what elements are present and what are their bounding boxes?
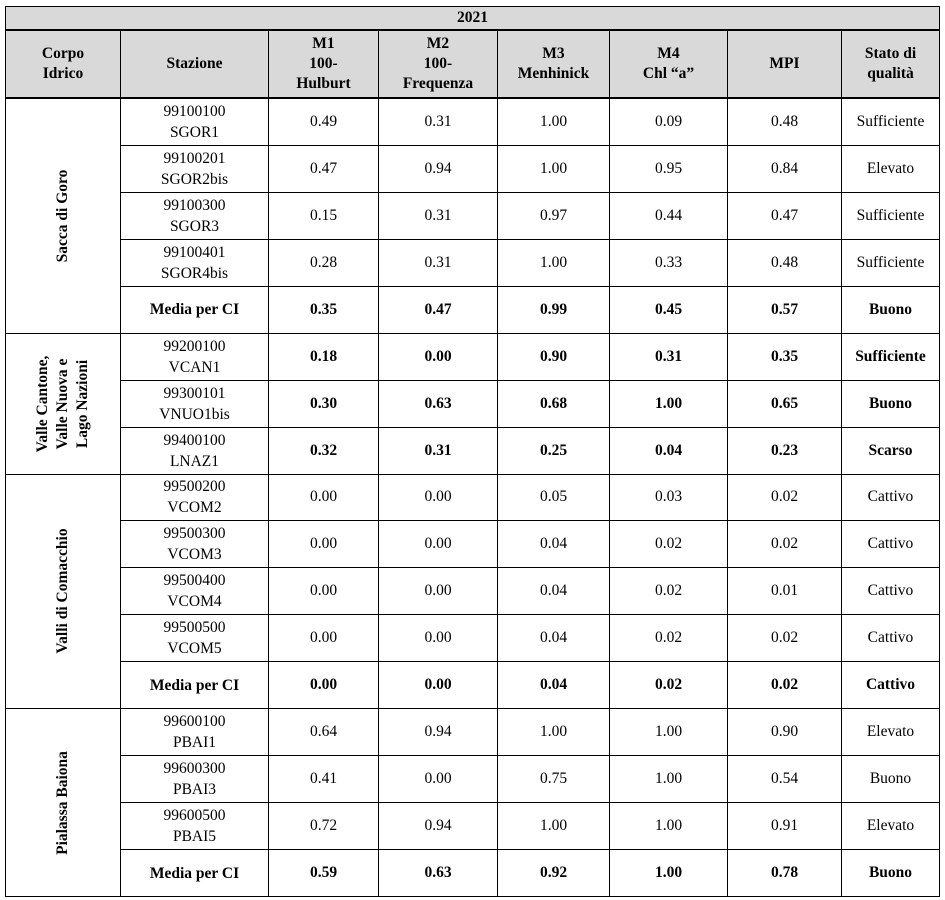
station-cell: 99600100 PBAI1: [121, 709, 269, 756]
quality-status: Cattivo: [842, 662, 940, 709]
m3-value: 0.25: [498, 427, 610, 474]
station-cell: 99300101 VNUO1bis: [121, 380, 269, 427]
m3-value: 0.04: [498, 568, 610, 615]
station-cell: 99100201 SGOR2bis: [121, 145, 269, 192]
station-cell: 99600300 PBAI3: [121, 756, 269, 803]
table-row: [6, 709, 940, 756]
media-label: Media per CI: [121, 850, 269, 897]
m3-value: 0.92: [498, 850, 610, 897]
table-row: [6, 333, 940, 380]
mpi-value: 0.54: [728, 756, 842, 803]
m4-value: 0.02: [610, 521, 728, 568]
m4-value: 0.45: [610, 286, 728, 333]
m1-value: 0.47: [269, 145, 379, 192]
m1-value: 0.00: [269, 615, 379, 662]
header-m2: M2 100- Frequenza: [379, 30, 498, 98]
m1-value: 0.30: [269, 380, 379, 427]
m4-value: 0.09: [610, 98, 728, 145]
m2-value: 0.63: [379, 380, 498, 427]
quality-status: Cattivo: [842, 521, 940, 568]
m4-value: 0.33: [610, 239, 728, 286]
m1-value: 0.49: [269, 98, 379, 145]
m2-value: 0.31: [379, 239, 498, 286]
m1-value: 0.59: [269, 850, 379, 897]
water-body-name: Valli di Comacchio: [6, 474, 121, 709]
m3-value: 1.00: [498, 803, 610, 850]
mpi-value: 0.02: [728, 615, 842, 662]
quality-status: Sufficiente: [842, 239, 940, 286]
m4-value: 0.03: [610, 474, 728, 521]
mpi-value: 0.47: [728, 192, 842, 239]
m3-value: 0.68: [498, 380, 610, 427]
quality-status: Buono: [842, 286, 940, 333]
m4-value: 1.00: [610, 850, 728, 897]
m1-value: 0.35: [269, 286, 379, 333]
table-row: [6, 192, 940, 239]
quality-status: Buono: [842, 380, 940, 427]
mpi-value: 0.02: [728, 521, 842, 568]
quality-status: Cattivo: [842, 615, 940, 662]
m2-value: 0.94: [379, 145, 498, 192]
table-row: [6, 239, 940, 286]
m3-value: 0.04: [498, 615, 610, 662]
m2-value: 0.00: [379, 474, 498, 521]
m4-value: 0.02: [610, 568, 728, 615]
station-cell: 99400100 LNAZ1: [121, 427, 269, 474]
mpi-value: 0.57: [728, 286, 842, 333]
quality-status: Elevato: [842, 709, 940, 756]
m4-value: 1.00: [610, 709, 728, 756]
m3-value: 0.04: [498, 662, 610, 709]
station-cell: 99500300 VCOM3: [121, 521, 269, 568]
m3-value: 1.00: [498, 98, 610, 145]
m4-value: 0.02: [610, 662, 728, 709]
station-cell: 99600500 PBAI5: [121, 803, 269, 850]
mpi-value: 0.78: [728, 850, 842, 897]
quality-status: Sufficiente: [842, 333, 940, 380]
m2-value: 0.00: [379, 662, 498, 709]
m4-value: 1.00: [610, 803, 728, 850]
station-cell: 99200100 VCAN1: [121, 333, 269, 380]
mpi-value: 0.90: [728, 709, 842, 756]
table-row: [6, 521, 940, 568]
quality-status: Sufficiente: [842, 98, 940, 145]
quality-table: [5, 6, 940, 897]
table-row: [6, 615, 940, 662]
m4-value: 0.04: [610, 427, 728, 474]
m2-value: 0.63: [379, 850, 498, 897]
m4-value: 0.44: [610, 192, 728, 239]
table-row: [6, 145, 940, 192]
quality-status: Elevato: [842, 145, 940, 192]
quality-status: Cattivo: [842, 474, 940, 521]
m2-value: 0.00: [379, 615, 498, 662]
m1-value: 0.00: [269, 568, 379, 615]
m3-value: 1.00: [498, 709, 610, 756]
m3-value: 0.75: [498, 756, 610, 803]
header-m3: M3 Menhinick: [498, 30, 610, 98]
mpi-value: 0.02: [728, 474, 842, 521]
year-header: 2021: [6, 7, 940, 31]
m4-value: 0.95: [610, 145, 728, 192]
table-row: [6, 98, 940, 145]
table-row: [6, 803, 940, 850]
quality-status: Scarso: [842, 427, 940, 474]
station-cell: 99500400 VCOM4: [121, 568, 269, 615]
mpi-value: 0.91: [728, 803, 842, 850]
water-body-name: Sacca di Goro: [6, 98, 121, 333]
quality-status: Cattivo: [842, 568, 940, 615]
water-body-name: Pialassa Baiona: [6, 709, 121, 897]
m4-value: 1.00: [610, 756, 728, 803]
m3-value: 0.99: [498, 286, 610, 333]
m2-value: 0.94: [379, 709, 498, 756]
media-row: [6, 286, 940, 333]
m2-value: 0.00: [379, 521, 498, 568]
m2-value: 0.00: [379, 333, 498, 380]
m2-value: 0.00: [379, 756, 498, 803]
table-row: [6, 756, 940, 803]
m2-value: 0.94: [379, 803, 498, 850]
m3-value: 0.97: [498, 192, 610, 239]
media-label: Media per CI: [121, 662, 269, 709]
media-row: [6, 850, 940, 897]
header-m4: M4 Chl “a”: [610, 30, 728, 98]
m2-value: 0.00: [379, 568, 498, 615]
header-stazione: Stazione: [121, 30, 269, 98]
m1-value: 0.00: [269, 662, 379, 709]
m4-value: 0.02: [610, 615, 728, 662]
table-row: [6, 568, 940, 615]
m2-value: 0.31: [379, 98, 498, 145]
table-row: [6, 474, 940, 521]
station-cell: 99500200 VCOM2: [121, 474, 269, 521]
mpi-value: 0.48: [728, 98, 842, 145]
station-cell: 99100300 SGOR3: [121, 192, 269, 239]
mpi-value: 0.65: [728, 380, 842, 427]
station-cell: 99100401 SGOR4bis: [121, 239, 269, 286]
mpi-value: 0.35: [728, 333, 842, 380]
m1-value: 0.72: [269, 803, 379, 850]
m1-value: 0.00: [269, 521, 379, 568]
m3-value: 0.04: [498, 521, 610, 568]
mpi-value: 0.23: [728, 427, 842, 474]
quality-status: Sufficiente: [842, 192, 940, 239]
mpi-value: 0.48: [728, 239, 842, 286]
header-stato-qualita: Stato di qualità: [842, 30, 940, 98]
m2-value: 0.31: [379, 427, 498, 474]
header-m1: M1 100- Hulburt: [269, 30, 379, 98]
mpi-value: 0.84: [728, 145, 842, 192]
m3-value: 1.00: [498, 145, 610, 192]
media-row: [6, 662, 940, 709]
m1-value: 0.18: [269, 333, 379, 380]
m2-value: 0.31: [379, 192, 498, 239]
header-corpo-idrico: Corpo Idrico: [6, 30, 121, 98]
mpi-value: 0.02: [728, 662, 842, 709]
header-mpi: MPI: [728, 30, 842, 98]
m1-value: 0.28: [269, 239, 379, 286]
station-cell: 99500500 VCOM5: [121, 615, 269, 662]
m1-value: 0.15: [269, 192, 379, 239]
m1-value: 0.41: [269, 756, 379, 803]
m2-value: 0.47: [379, 286, 498, 333]
media-label: Media per CI: [121, 286, 269, 333]
m3-value: 0.05: [498, 474, 610, 521]
m1-value: 0.00: [269, 474, 379, 521]
m3-value: 1.00: [498, 239, 610, 286]
water-body-name: Valle Cantone, Valle Nuova e Lago Nazioni: [6, 333, 121, 474]
station-cell: 99100100 SGOR1: [121, 98, 269, 145]
quality-status: Buono: [842, 756, 940, 803]
m3-value: 0.90: [498, 333, 610, 380]
quality-status: Elevato: [842, 803, 940, 850]
m4-value: 1.00: [610, 380, 728, 427]
m1-value: 0.64: [269, 709, 379, 756]
table-row: [6, 380, 940, 427]
quality-status: Buono: [842, 850, 940, 897]
table-row: [6, 427, 940, 474]
mpi-value: 0.01: [728, 568, 842, 615]
m1-value: 0.32: [269, 427, 379, 474]
m4-value: 0.31: [610, 333, 728, 380]
